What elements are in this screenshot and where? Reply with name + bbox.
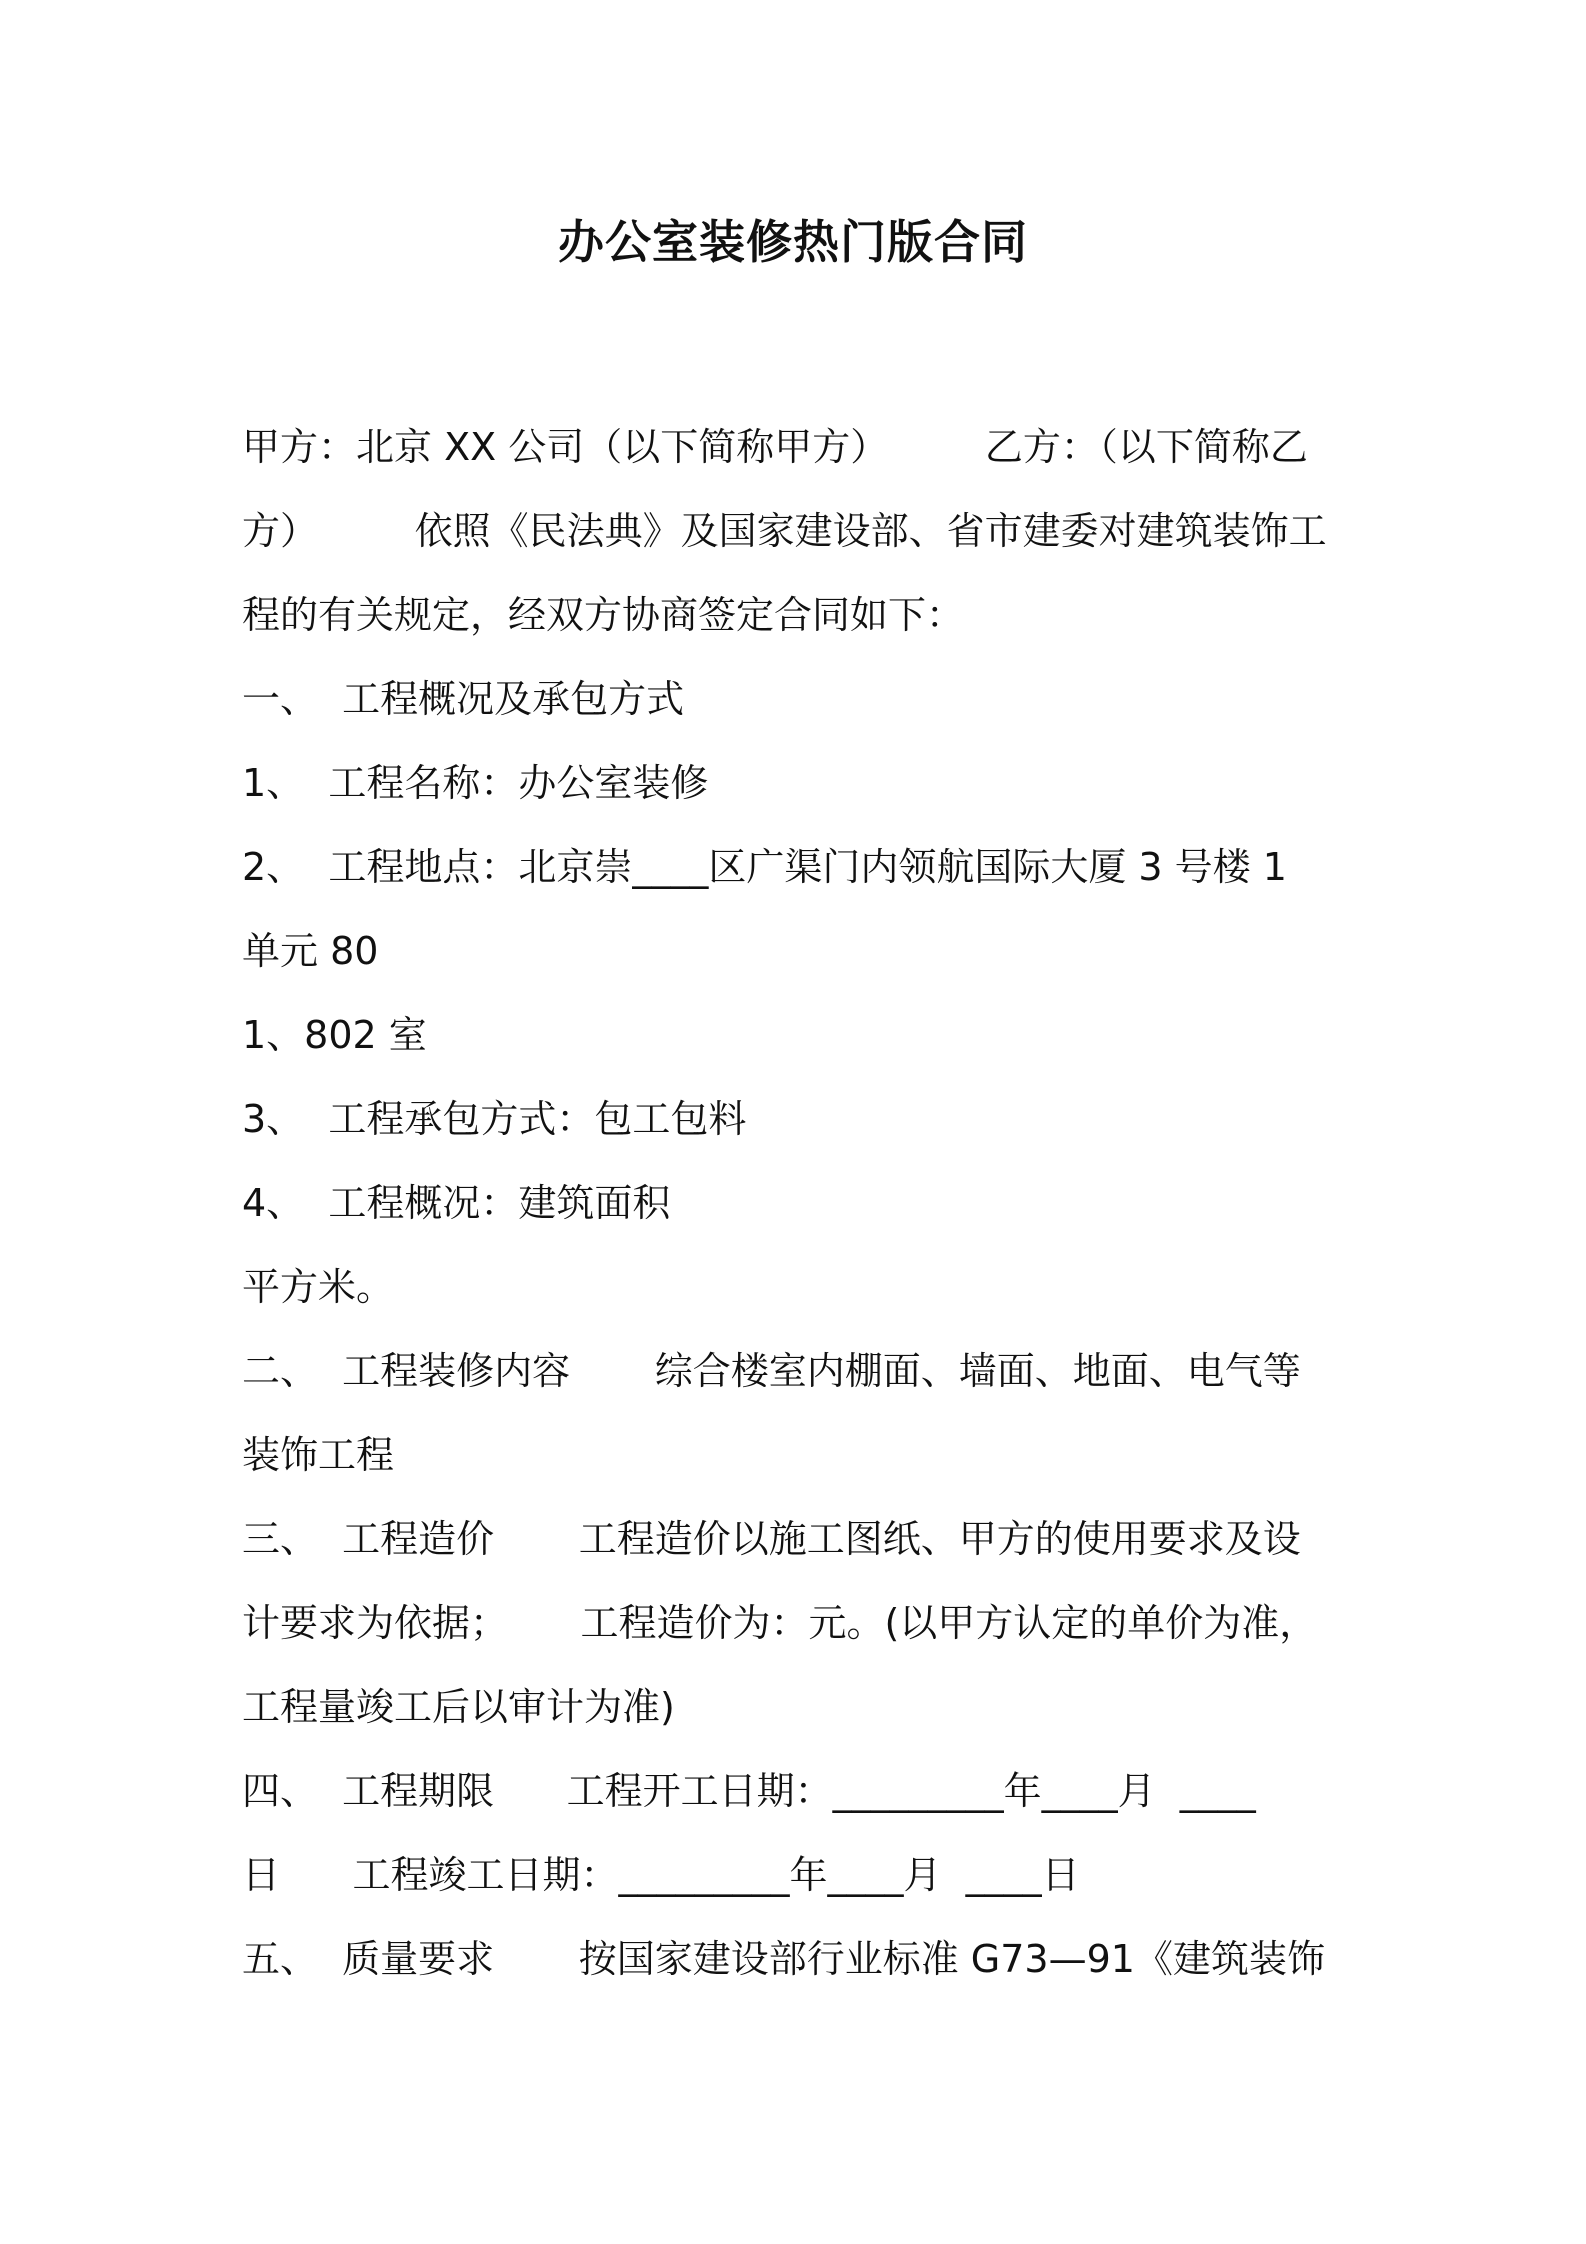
section-heading-1: 一、 工程概况及承包方式 (242, 677, 685, 721)
contract-line: 2、 工程地点：北京崇____区广渠门内领航国际大厦 3 号楼 1 (242, 845, 1287, 889)
contract-line: 平方米。 (242, 1265, 395, 1309)
contract-line: 日 工程竣工日期：_________年____月 ____日 (242, 1853, 1080, 1897)
contract-body (242, 405, 1352, 2001)
contract-line: 计要求为依据； 工程造价为：元。(以甲方认定的单价为准， (242, 1601, 1318, 1645)
contract-line: 单元 80 (242, 929, 379, 973)
contract-line: 1、802 室 (242, 1013, 427, 1057)
section-heading-5: 五、 质量要求 按国家建设部行业标准 G73—91《建筑装饰 (242, 1937, 1325, 1981)
contract-line: 工程量竣工后以审计为准) (242, 1685, 675, 1729)
contract-line: 1、 工程名称：办公室装修 (242, 761, 709, 805)
section-heading-3: 三、 工程造价 工程造价以施工图纸、甲方的使用要求及设 (242, 1517, 1301, 1561)
section-heading-2: 二、 工程装修内容 综合楼室内棚面、墙面、地面、电气等 (242, 1349, 1301, 1393)
contract-line: 4、 工程概况：建筑面积 (242, 1181, 671, 1225)
contract-line: 装饰工程 (242, 1433, 395, 1477)
section-heading-4: 四、 工程期限 工程开工日期：_________年____月 ____ (242, 1769, 1256, 1813)
contract-line: 方） 依照《民法典》及国家建设部、省市建委对建筑装饰工 (242, 509, 1327, 553)
contract-line: 3、 工程承包方式：包工包料 (242, 1097, 747, 1141)
document-title: 办公室装修热门版合同 (558, 215, 1028, 269)
contract-line: 甲方：北京 XX 公司（以下简称甲方） 乙方：（以下简称乙 (242, 425, 1308, 469)
contract-line: 程的有关规定，经双方协商签定合同如下： (242, 593, 965, 637)
